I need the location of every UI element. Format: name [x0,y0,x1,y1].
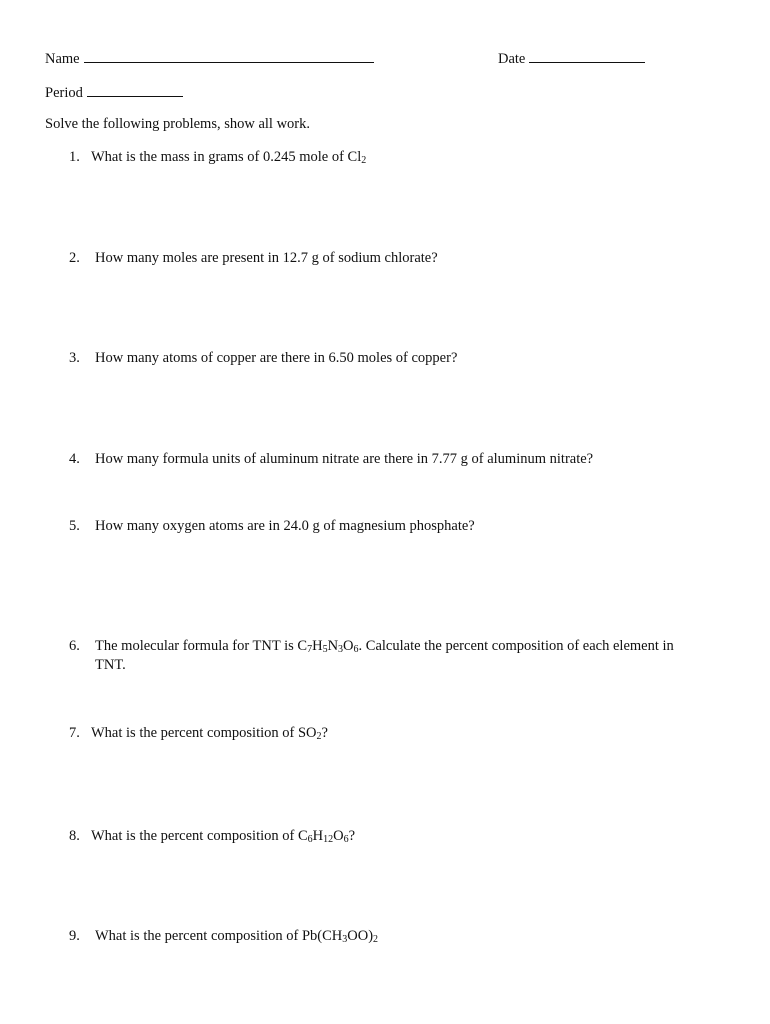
period-blank[interactable] [87,82,183,97]
problem-2 [69,250,438,267]
element-symbol: O [333,828,344,844]
problem-text: How many moles are present in 12.7 g of sodium chlorate? [95,250,438,266]
instructions: Solve the following problems, show all work. [45,116,311,132]
subscript: 3 [342,934,348,945]
name-label: Name [45,51,80,67]
element-symbol: N [327,638,339,654]
problem-number: 2. [69,250,80,266]
date-label: Date [498,51,526,67]
problem-8 [69,828,355,845]
problem-text: How many atoms of copper are there in 6.50 moles of copper? [95,350,458,366]
problem-6 [69,638,674,655]
subscript: 5 [322,644,328,655]
date-field[interactable] [498,48,645,68]
problem-text: What is the percent composition of SO [91,725,317,741]
element-symbol: OO) [347,928,374,944]
problem-6-continued: TNT. [95,657,126,673]
problem-text: What is the percent composition of Pb(CH [95,928,343,944]
subscript: 6 [353,644,359,655]
name-field[interactable] [45,48,374,68]
date-blank[interactable] [529,48,645,63]
problem-7 [69,725,328,742]
problem-4 [69,451,593,468]
subscript: 2 [361,155,367,166]
element-symbol: H [312,638,323,654]
problem-number: 5. [69,518,80,534]
period-field[interactable] [45,82,183,102]
subscript: 3 [338,644,344,655]
subscript: 6 [343,834,349,845]
problem-number: 9. [69,928,80,944]
problem-number: 8. [69,828,80,844]
problem-1 [69,149,366,166]
subscript: 2 [373,934,379,945]
subscript: 6 [307,834,313,845]
name-blank[interactable] [84,48,374,63]
element-symbol: O [343,638,354,654]
problem-3 [69,350,457,367]
problem-text: What is the mass in grams of 0.245 mole of Cl [91,149,362,165]
problem-9 [69,928,378,945]
subscript: 7 [307,644,313,655]
problem-text: How many oxygen atoms are in 24.0 g of magnesium phosphate? [95,518,475,534]
problem-number: 7. [69,725,80,741]
problem-text: How many formula units of aluminum nitrate are there in 7.77 g of aluminum nitrate? [95,451,594,467]
problem-number: 4. [69,451,80,467]
problem-number: 3. [69,350,80,366]
problem-number: 1. [69,149,80,165]
subscript: 2 [316,731,322,742]
problem-text: The molecular formula for TNT is C [95,638,308,654]
problem-text: ? [321,725,328,741]
problem-5 [69,518,475,535]
problem-text: What is the percent composition of C [91,828,308,844]
period-label: Period [45,85,83,101]
problem-number: 6. [69,638,80,654]
problem-text: . Calculate the percent composition of each element in [358,638,674,654]
subscript: 12 [323,834,334,845]
problem-text: ? [348,828,356,844]
element-symbol: H [312,828,324,844]
